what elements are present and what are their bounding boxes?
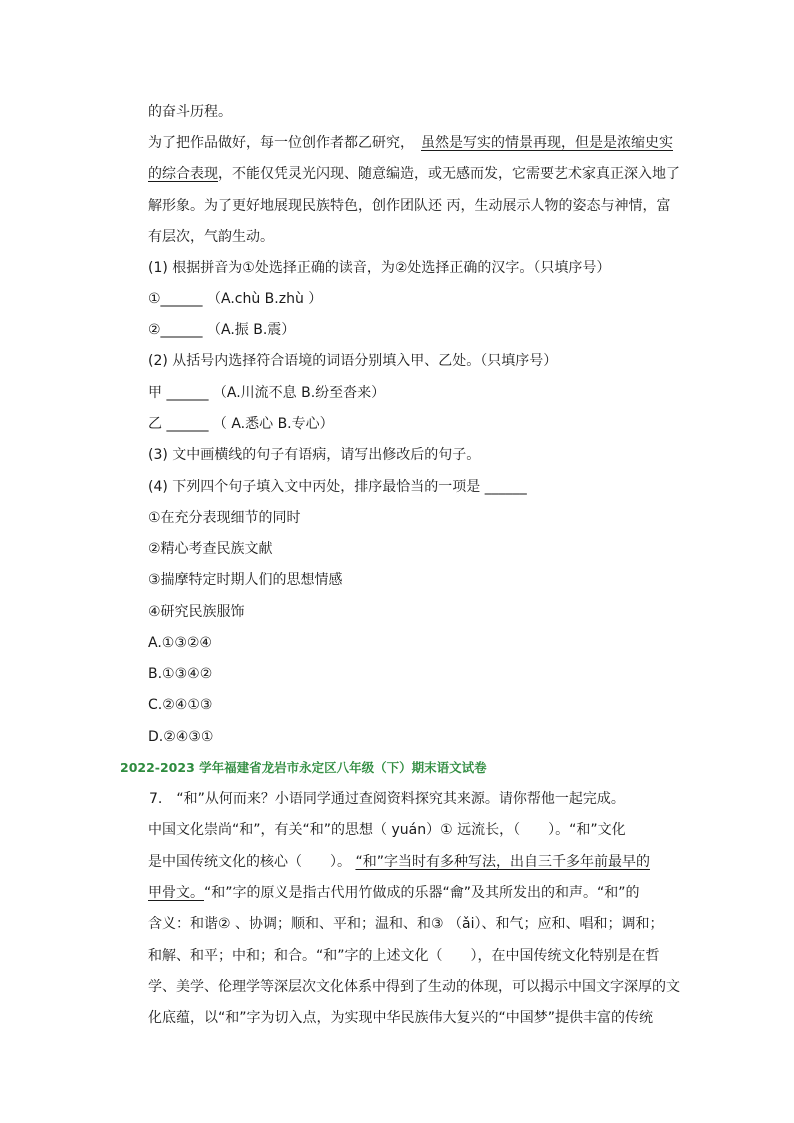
- question-4-stem: (4) 下列四个句子填入文中丙处，排序最恰当的一项是 ______: [148, 479, 527, 495]
- text-run: ，不能仅凭灵光闪现、随意编造，或无感而发，它需要艺术家真正深入地了: [218, 166, 680, 182]
- choice-b: B.①③④②: [148, 666, 213, 682]
- question-1-option-2: ②______ （A.振 B.震）: [148, 322, 296, 338]
- passage-line: [148, 883, 640, 903]
- passage-line: 学、美学、伦理学等深层次文化体系中得到了生动的体现，可以揭示中国文字深厚的文: [148, 979, 680, 995]
- question-1-option-1: ①______ （A.chù B.zhù ）: [148, 291, 323, 307]
- passage-line: [148, 164, 680, 184]
- passage-line: [148, 133, 673, 153]
- passage-line: 解形象。为了更好地展现民族特色，创作团队还 丙，生动展示人物的姿态与神情，富: [148, 198, 671, 214]
- passage-line: 有层次，气韵生动。: [148, 229, 274, 245]
- section-title: 2022-2023 学年福建省龙岩市永定区八年级（下）期末语文试卷: [120, 760, 487, 775]
- text-run: 为了把作品做好，每一位创作者都: [148, 135, 358, 151]
- question-2-option-jia: 甲 ______ （A.川流不息 B.纷至沓来）: [148, 385, 386, 401]
- underlined-sentence: 虽然是写实的情景再现，但是是浓缩史实: [421, 135, 673, 151]
- question-2-stem: (2) 从括号内选择符合语境的词语分别填入甲、乙处。（只填序号）: [148, 353, 558, 369]
- passage-line: 含义：和谐② 、协调；顺和、平和；温和、和③ （ǎi）、和气；应和、唱和；调和；: [148, 916, 664, 932]
- text-run: “和”字的原义是指古代用竹做成的乐器“龠”及其所发出的和声。“和”的: [204, 885, 640, 901]
- question-4-item: ④研究民族服饰: [148, 604, 245, 620]
- question-4-item: ③揣摩特定时期人们的思想情感: [148, 572, 343, 588]
- question-4-item: ①在充分表现细节的同时: [148, 510, 301, 526]
- passage-line: 和解、和平；中和；和合。“和”字的上述文化（ ），在中国传统文化特别是在哲: [148, 948, 660, 964]
- text-run: 是中国传统文化的核心（ ）。: [148, 854, 356, 870]
- question-2-option-yi: 乙 ______ （ A.悉心 B.专心）: [148, 416, 334, 432]
- question-3-stem: (3) 文中画横线的句子有语病，请写出修改后的句子。: [148, 447, 481, 463]
- choice-c: C.②④①③: [148, 697, 213, 713]
- choice-d: D.②④③①: [148, 729, 214, 745]
- underlined-sentence: 的综合表现: [148, 166, 218, 182]
- underlined-sentence: “和”字当时有多种写法，出自三千多年前最早的: [355, 854, 650, 870]
- underlined-sentence: 甲骨文。: [148, 885, 204, 901]
- question-4-item: ②精心考查民族文献: [148, 541, 273, 557]
- passage-line: [148, 852, 650, 872]
- blank-jia-marker: 乙研究，: [358, 135, 407, 151]
- passage-line: 中国文化崇尚“和”，有关“和”的思想（ yuán）① 远流长，（ ）。“和”文化: [148, 822, 626, 838]
- passage-line: 化底蕴，以“和”字为切入点，为实现中华民族伟大复兴的“中国梦”提供丰富的传统: [148, 1010, 654, 1026]
- question-7-intro: 7. “和”从何而来？小语同学通过查阅资料探究其来源。请你帮他一起完成。: [149, 791, 625, 807]
- choice-a: A.①③②④: [148, 635, 212, 651]
- passage-line: 的奋斗历程。: [148, 104, 232, 120]
- question-1-stem: (1) 根据拼音为①处选择正确的读音，为②处选择正确的汉字。（只填序号）: [148, 260, 611, 276]
